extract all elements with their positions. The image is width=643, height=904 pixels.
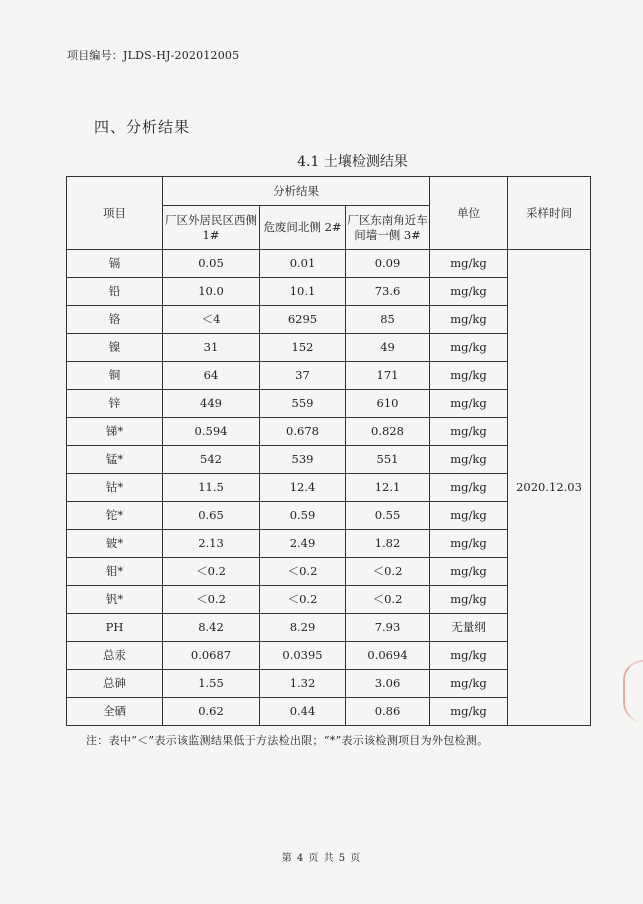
header-sampling-time: 采样时间: [508, 177, 591, 250]
cell-site-3: 12.1: [346, 474, 430, 502]
cell-item: PH: [67, 614, 163, 642]
cell-site-1: 10.0: [163, 278, 260, 306]
cell-site-2: 1.32: [260, 670, 346, 698]
cell-site-2: 12.4: [260, 474, 346, 502]
cell-site-2: ＜0.2: [260, 558, 346, 586]
cell-unit: mg/kg: [430, 474, 508, 502]
table-row: [67, 250, 591, 278]
cell-item: 镍: [67, 334, 163, 362]
cell-unit: mg/kg: [430, 670, 508, 698]
cell-site-2: 152: [260, 334, 346, 362]
cell-site-3: 85: [346, 306, 430, 334]
seal-edge-mark: [623, 660, 643, 722]
cell-site-3: 73.6: [346, 278, 430, 306]
cell-site-2: 0.59: [260, 502, 346, 530]
cell-site-1: 8.42: [163, 614, 260, 642]
cell-site-3: 551: [346, 446, 430, 474]
header-item: 项目: [67, 177, 163, 250]
cell-unit: mg/kg: [430, 642, 508, 670]
cell-unit: mg/kg: [430, 278, 508, 306]
cell-site-1: 449: [163, 390, 260, 418]
cell-site-2: 0.0395: [260, 642, 346, 670]
cell-item: 铜: [67, 362, 163, 390]
cell-site-3: 610: [346, 390, 430, 418]
cell-site-1: ＜4: [163, 306, 260, 334]
cell-unit: mg/kg: [430, 362, 508, 390]
cell-site-3: 0.09: [346, 250, 430, 278]
cell-site-1: ＜0.2: [163, 558, 260, 586]
project-number: 项目编号：JLDS-HJ-202012005: [67, 49, 240, 62]
cell-unit: mg/kg: [430, 698, 508, 726]
header-unit: 单位: [430, 177, 508, 250]
cell-site-1: 1.55: [163, 670, 260, 698]
cell-unit: mg/kg: [430, 250, 508, 278]
cell-site-1: 0.05: [163, 250, 260, 278]
cell-item: 镉: [67, 250, 163, 278]
cell-site-3: 49: [346, 334, 430, 362]
cell-site-1: ＜0.2: [163, 586, 260, 614]
header-site-1: 厂区外居民区西侧 1#: [163, 206, 260, 250]
cell-item: 总汞: [67, 642, 163, 670]
cell-site-3: 171: [346, 362, 430, 390]
cell-unit: mg/kg: [430, 418, 508, 446]
cell-site-3: 0.828: [346, 418, 430, 446]
cell-site-3: ＜0.2: [346, 586, 430, 614]
cell-site-1: 31: [163, 334, 260, 362]
header-site-3: 厂区东南角近车间墙一侧 3#: [346, 206, 430, 250]
cell-site-3: 0.0694: [346, 642, 430, 670]
page-number: 第 4 页 共 5 页: [281, 853, 362, 864]
cell-site-1: 11.5: [163, 474, 260, 502]
cell-item: 锌: [67, 390, 163, 418]
cell-site-2: 10.1: [260, 278, 346, 306]
cell-unit: mg/kg: [430, 502, 508, 530]
cell-site-1: 0.65: [163, 502, 260, 530]
cell-item: 铅: [67, 278, 163, 306]
cell-unit: mg/kg: [430, 586, 508, 614]
section-title: 四、分析结果: [94, 118, 191, 136]
table-body: [67, 250, 591, 726]
cell-item: 锑*: [67, 418, 163, 446]
soil-results-table: [66, 176, 591, 726]
cell-site-1: 0.594: [163, 418, 260, 446]
cell-item: 铍*: [67, 530, 163, 558]
cell-item: 钼*: [67, 558, 163, 586]
cell-site-2: 8.29: [260, 614, 346, 642]
cell-unit: 无量纲: [430, 614, 508, 642]
cell-unit: mg/kg: [430, 390, 508, 418]
cell-site-3: 0.55: [346, 502, 430, 530]
cell-site-2: 37: [260, 362, 346, 390]
cell-site-3: ＜0.2: [346, 558, 430, 586]
cell-item: 铬: [67, 306, 163, 334]
header-site-2: 危废间北侧 2#: [260, 206, 346, 250]
cell-item: 铊*: [67, 502, 163, 530]
table-note: 注：表中“＜”表示该监测结果低于方法检出限；“*”表示该检测项目为外包检测。: [86, 734, 489, 747]
cell-site-3: 3.06: [346, 670, 430, 698]
cell-site-2: 6295: [260, 306, 346, 334]
cell-site-3: 7.93: [346, 614, 430, 642]
cell-item: 锰*: [67, 446, 163, 474]
cell-site-2: 539: [260, 446, 346, 474]
cell-site-1: 2.13: [163, 530, 260, 558]
cell-site-1: 542: [163, 446, 260, 474]
cell-site-1: 0.62: [163, 698, 260, 726]
cell-unit: mg/kg: [430, 446, 508, 474]
cell-site-2: 0.01: [260, 250, 346, 278]
cell-item: 全硒: [67, 698, 163, 726]
cell-unit: mg/kg: [430, 306, 508, 334]
cell-site-1: 64: [163, 362, 260, 390]
cell-unit: mg/kg: [430, 334, 508, 362]
header-analysis-results: 分析结果: [163, 177, 430, 206]
cell-site-3: 1.82: [346, 530, 430, 558]
cell-item: 钒*: [67, 586, 163, 614]
cell-site-1: 0.0687: [163, 642, 260, 670]
table-title: 4.1 土壤检测结果: [297, 154, 408, 170]
cell-site-2: 2.49: [260, 530, 346, 558]
cell-site-2: 0.44: [260, 698, 346, 726]
cell-site-2: 559: [260, 390, 346, 418]
cell-site-3: 0.86: [346, 698, 430, 726]
cell-unit: mg/kg: [430, 530, 508, 558]
cell-unit: mg/kg: [430, 558, 508, 586]
cell-item: 钴*: [67, 474, 163, 502]
cell-item: 总砷: [67, 670, 163, 698]
cell-site-2: ＜0.2: [260, 586, 346, 614]
cell-sampling-time: 2020.12.03: [508, 250, 591, 726]
cell-site-2: 0.678: [260, 418, 346, 446]
